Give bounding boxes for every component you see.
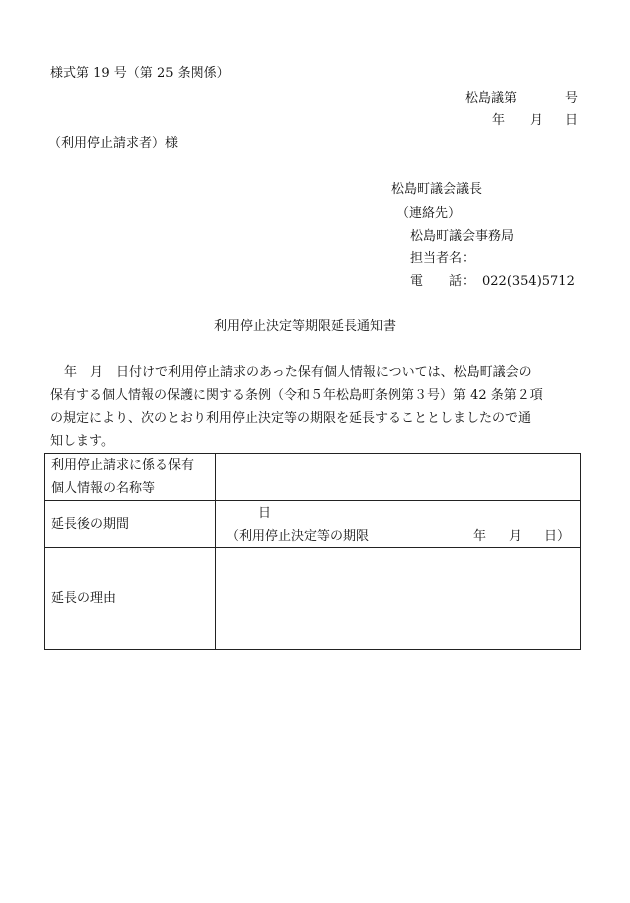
info-name-label-cell — [45, 454, 216, 501]
phone-label: 電 話： — [410, 274, 476, 289]
extended-period-value-cell[interactable] — [216, 501, 581, 548]
document-number-label: 松島議第 — [465, 91, 518, 106]
document-title: 利用停止決定等期限延長通知書 — [214, 319, 397, 334]
reason-label: 延長の理由 — [51, 591, 117, 606]
extended-period-label-cell — [45, 501, 216, 548]
deadline-day: 日） — [544, 529, 571, 544]
deadline-year: 年 — [473, 529, 487, 544]
info-name-label-line-2: 個人情報の名称等 — [51, 481, 156, 496]
date-year: 年 — [492, 113, 506, 128]
date-day: 日 — [565, 113, 579, 128]
person-in-charge-label: 担当者名： — [410, 251, 476, 266]
body-line-2: 保有する個人情報の保護に関する条例（令和５年松島町条例第３号）第 42 条第２項 — [50, 388, 543, 403]
table-row — [45, 454, 581, 501]
addressee: （利用停止請求者）様 — [48, 136, 179, 151]
deadline-label: （利用停止決定等の期限 — [226, 529, 370, 544]
extended-period-label: 延長後の期間 — [51, 516, 130, 532]
sender-name: 松島町議会議長 — [391, 182, 483, 197]
form-number: 様式第 19 号（第 25 条関係） — [50, 66, 230, 81]
phone-number: 022(354)5712 — [482, 274, 575, 289]
contact-label: （連絡先） — [396, 206, 462, 221]
table-row — [45, 548, 581, 650]
info-name-label-line-1: 利用停止請求に係る保有 — [51, 458, 195, 473]
office-name: 松島町議会事務局 — [410, 229, 515, 244]
date-month: 月 — [530, 113, 544, 128]
deadline-month: 月 — [509, 529, 523, 544]
body-line-1: 年 月 日付けで利用停止請求のあった保有個人情報については、松島町議会の — [64, 365, 532, 380]
body-line-3: の規定により、次のとおり利用停止決定等の期限を延長することとしましたので通 — [50, 411, 532, 426]
table-row — [45, 501, 581, 548]
info-name-value-cell[interactable] — [216, 454, 581, 501]
document-number-suffix: 号 — [565, 91, 579, 106]
reason-value-cell[interactable] — [216, 548, 581, 650]
body-line-4: 知します。 — [50, 434, 114, 449]
extension-details-table — [44, 453, 581, 650]
period-day-unit: 日 — [258, 506, 272, 521]
reason-label-cell — [45, 548, 216, 650]
